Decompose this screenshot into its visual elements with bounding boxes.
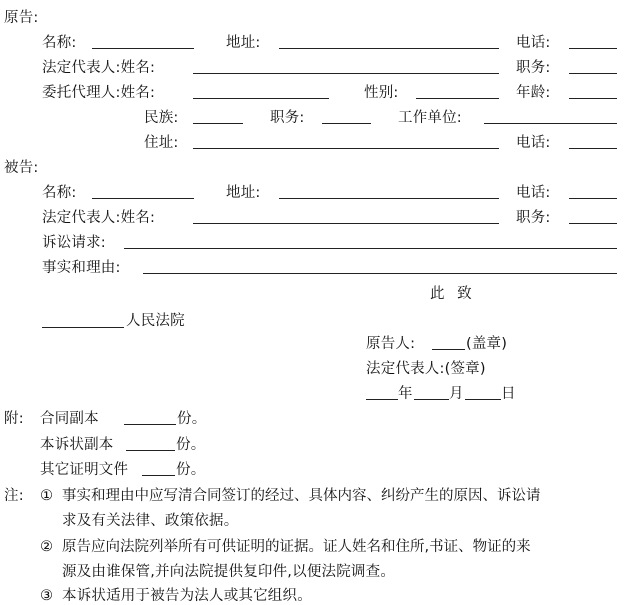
plaintiff-agent-position-label: 职务: xyxy=(270,110,305,126)
defendant-legal-rep-label: 法定代表人:姓名: xyxy=(42,210,156,226)
plaintiff-residence-field[interactable] xyxy=(193,148,499,149)
court-suffix: 人民法院 xyxy=(126,313,185,329)
signature-plaintiff-seal: (盖章) xyxy=(466,336,508,352)
date-year-label: 年 xyxy=(398,386,413,402)
plaintiff-ethnicity-label: 民族: xyxy=(144,110,179,126)
attachment-item-evidence-unit: 份。 xyxy=(176,462,206,478)
plaintiff-legal-rep-name-field[interactable] xyxy=(193,73,499,74)
defendant-address-label: 地址: xyxy=(226,185,261,201)
attachment-item-contract-unit: 份。 xyxy=(177,411,207,427)
plaintiff-residence-label: 住址: xyxy=(144,135,179,151)
signature-plaintiff-field[interactable] xyxy=(432,349,465,350)
note-1-line2: 求及有关法律、政策依据。 xyxy=(62,513,239,529)
plaintiff-legal-rep-label: 法定代表人:姓名: xyxy=(42,60,156,76)
attachment-item-other-evidence: 其它证明文件 xyxy=(40,462,129,478)
note-2-line1: 原告应向法院列举所有可供证明的证据。证人姓名和住所,书证、物证的来 xyxy=(62,539,531,555)
defendant-legal-rep-name-field[interactable] xyxy=(193,223,499,224)
defendant-heading: 被告: xyxy=(4,160,39,176)
note-3-marker: ③ xyxy=(40,588,54,604)
plaintiff-agent-position-field[interactable] xyxy=(322,123,371,124)
note-2-line2: 源及由谁保管,并向法院提供复印件,以便法院调查。 xyxy=(62,564,396,580)
defendant-phone-label: 电话: xyxy=(516,185,551,201)
notes-prefix: 注: xyxy=(4,488,24,504)
note-2-marker: ② xyxy=(40,539,54,555)
plaintiff-address-label: 地址: xyxy=(226,35,261,51)
defendant-position-field[interactable] xyxy=(569,223,617,224)
plaintiff-phone-field[interactable] xyxy=(569,48,617,49)
signature-plaintiff-label: 原告人: xyxy=(366,336,416,352)
defendant-phone-field[interactable] xyxy=(569,198,617,199)
plaintiff-age-field[interactable] xyxy=(569,98,617,99)
plaintiff-phone-label: 电话: xyxy=(516,35,551,51)
defendant-position-label: 职务: xyxy=(516,210,551,226)
plaintiff-name-label: 名称: xyxy=(42,35,77,51)
attachment-item-complaint-copy: 本诉状副本 xyxy=(40,437,114,453)
attachments-prefix: 附: xyxy=(4,411,24,427)
plaintiff-gender-label: 性别: xyxy=(364,85,399,101)
attachment-complaint-count-field[interactable] xyxy=(126,450,175,451)
date-month-field[interactable] xyxy=(414,399,449,400)
claims-label: 诉讼请求: xyxy=(42,235,106,251)
defendant-address-field[interactable] xyxy=(279,198,499,199)
plaintiff-work-unit-label: 工作单位: xyxy=(398,110,462,126)
note-1-marker: ① xyxy=(40,488,54,504)
claims-field[interactable] xyxy=(124,248,617,249)
closing-text: 此 致 xyxy=(430,286,476,302)
date-day-label: 日 xyxy=(501,386,516,402)
attachment-evidence-count-field[interactable] xyxy=(142,475,175,476)
date-month-label: 月 xyxy=(449,386,464,402)
plaintiff-agent-name-field[interactable] xyxy=(193,98,329,99)
plaintiff-heading: 原告: xyxy=(4,10,39,26)
plaintiff-address-field[interactable] xyxy=(279,48,499,49)
attachment-item-complaint-unit: 份。 xyxy=(176,437,206,453)
attachment-contract-count-field[interactable] xyxy=(124,424,176,425)
plaintiff-age-label: 年龄: xyxy=(516,85,551,101)
plaintiff-agent-phone-label: 电话: xyxy=(516,135,551,151)
plaintiff-gender-field[interactable] xyxy=(416,98,499,99)
signature-legal-rep: 法定代表人:(签章) xyxy=(366,361,486,377)
defendant-name-label: 名称: xyxy=(42,185,77,201)
date-day-field[interactable] xyxy=(465,399,501,400)
note-3-line1: 本诉状适用于被告为法人或其它组织。 xyxy=(62,588,312,604)
plaintiff-work-unit-field[interactable] xyxy=(484,123,617,124)
defendant-name-field[interactable] xyxy=(92,198,194,199)
note-1-line1: 事实和理由中应写清合同签订的经过、具体内容、纠纷产生的原因、诉讼请 xyxy=(62,488,541,504)
plaintiff-agent-phone-field[interactable] xyxy=(569,148,617,149)
facts-label: 事实和理由: xyxy=(42,260,121,276)
plaintiff-ethnicity-field[interactable] xyxy=(193,123,243,124)
date-year-field[interactable] xyxy=(366,399,398,400)
facts-field[interactable] xyxy=(143,273,617,274)
plaintiff-position-field[interactable] xyxy=(569,73,617,74)
plaintiff-agent-label: 委托代理人:姓名: xyxy=(42,85,156,101)
plaintiff-position-label: 职务: xyxy=(516,60,551,76)
plaintiff-name-field[interactable] xyxy=(92,48,194,49)
court-name-field[interactable] xyxy=(42,327,124,328)
attachment-item-contract: 合同副本 xyxy=(40,411,99,427)
